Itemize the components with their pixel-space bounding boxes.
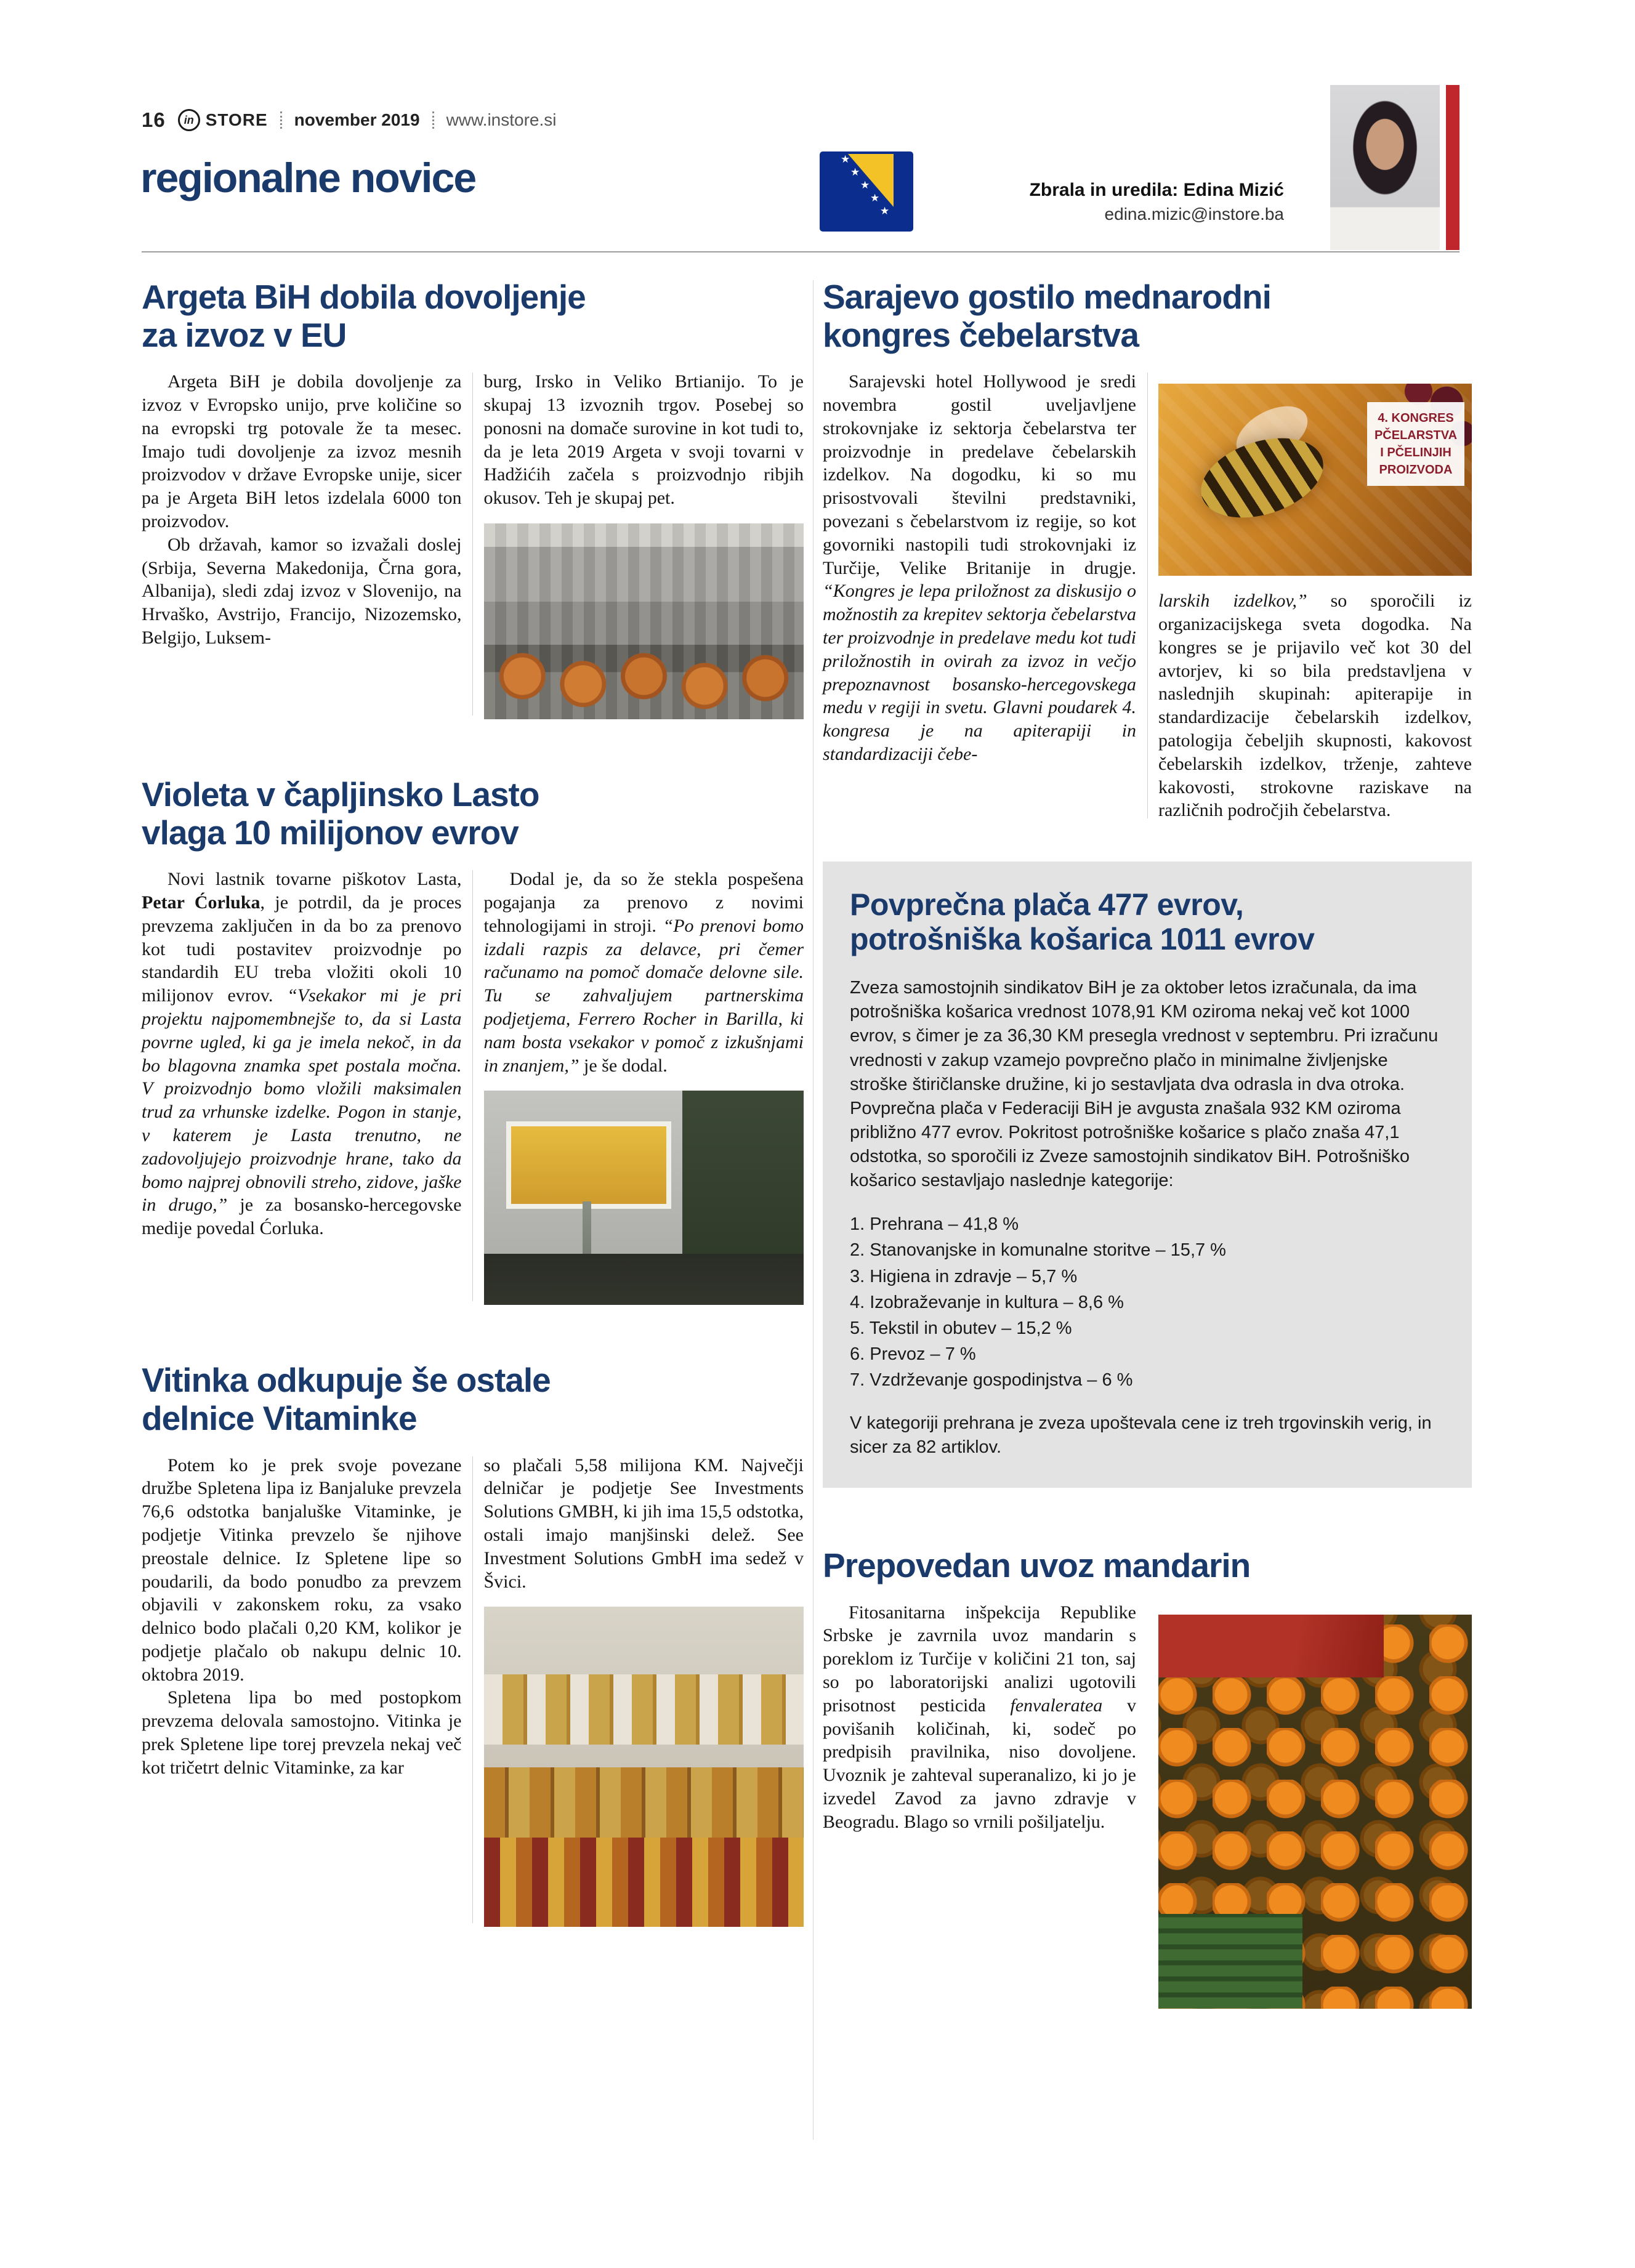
article-violeta-body [142, 868, 804, 1305]
list-item: 7. Vzdrževanje gospodinjstva – 6 % [850, 1370, 1133, 1390]
text-run: Sarajevski hotel Hollywood je sredi novembra gostil uveljavljene strokovnjake iz sektorja čebelarstva ter proizvodnje in predelave čebelarskih izdelkov. Na dogodku, ki so mu prisostvovali številni predstavniki, povezani s čebelarstvom iz regije, so kot govorniki nastopili tudi strokovnjaki iz Turčije, Velike Britanije in drugje. [823, 371, 1136, 578]
argeta-factory-photo [484, 523, 804, 719]
title-line: Argeta BiH dobila dovoljenje [142, 278, 586, 316]
title-line: vlaga 10 milijonov evrov [142, 813, 519, 852]
page-number: 16 [142, 108, 166, 131]
mandarins-photo [1158, 1615, 1472, 2009]
article-violeta [142, 776, 804, 1305]
editor-name: Zbrala in uredila: Edina Mizić [1029, 180, 1284, 200]
title-line: Sarajevo gostilo mednarodni [823, 278, 1271, 316]
list-item: 4. Izobraževanje in kultura – 8,6 % [850, 1292, 1124, 1312]
article-argeta-title [142, 278, 804, 354]
title-line: potrošniška košarica 1011 evrov [850, 922, 1315, 957]
paragraph [484, 868, 804, 1077]
article-violeta-title [142, 776, 804, 852]
caption-line: PČELARSTVA [1374, 429, 1458, 443]
list-item: 3. Higiena in zdravje – 5,7 % [850, 1266, 1078, 1286]
svg-text:★: ★ [850, 166, 860, 179]
paragraph: Potem ko je prek svoje povezane družbe Spletena lipa iz Banjaluke prevzela 76,6 odstotka banjaluške Vitaminke, je podjetje Vitinka prevzelo še njihove preostale delnice. Iz Spletene lipe so poudarili, da bodo ponudbo za prevzem objavili v zakonskem roku, za vsako delnico bodo plačali 0,20 KM, kolikor je podjetje plačalo ob nakupu delnic 10. oktobra 2019. [142, 1455, 462, 1685]
article-mandarin [823, 1547, 1472, 2009]
salary-panel-title [850, 887, 1445, 956]
left-column [142, 278, 804, 1983]
logo-word: STORE [205, 110, 268, 129]
text-run-bold: Petar Ćorluka [142, 892, 260, 913]
text-run: je za bosansko-hercegovske medije povedal Ćorluka. [142, 1195, 462, 1239]
text-column [142, 868, 462, 1305]
logo-prefix: in [184, 113, 194, 126]
separator [432, 111, 434, 129]
title-line: Povprečna plača 477 evrov, [850, 887, 1244, 922]
list-item: 5. Tekstil in obutev – 15,2 % [850, 1318, 1072, 1338]
title-line: kongres čebelarstva [823, 315, 1139, 354]
text-run: Novi lastnik tovarne piškotov Lasta, [168, 869, 462, 890]
text-column [823, 1601, 1136, 2009]
editor-photo [1330, 85, 1440, 250]
article-mandarin-body [823, 1601, 1472, 2009]
right-column [823, 278, 1472, 2009]
paragraph: Spletena lipa bo med postopkom prevzema delovala samostojno. Vitinka je prek Spletene lipe torej prevzela nekaj več kot tričetrt delnic Vitaminke, za kar [142, 1687, 462, 1778]
image-column [1158, 1601, 1472, 2009]
article-vitinka [142, 1362, 804, 1927]
paragraph [823, 1601, 1136, 1834]
title-line: delnice Vitaminke [142, 1398, 417, 1437]
bosnia-flag-svg [820, 147, 913, 236]
article-sarajevo [823, 278, 1472, 822]
text-column [484, 868, 804, 1305]
text-column [484, 370, 804, 719]
paragraph: so plačali 5,58 milijona KM. Največji delničar je podjetje See Investments Solutions GMBH, ki jih ima 15,5 odstotka, ostali imajo manjšinski delež. See Investment Solutions GmbH ima sedež v Švici. [483, 1455, 804, 1592]
text-run: , je potrdil, da je proces prevzema zaključen in da bo za prenovo kot tudi postavitev proizvodnje po standardih EU treba vložiti okoli 10 milijonov evrov. [142, 892, 462, 1006]
page-edge-accent [1446, 85, 1459, 250]
svg-text:★: ★ [880, 205, 890, 217]
article-mandarin-title [823, 1547, 1472, 1585]
separator [280, 111, 282, 129]
list-item: 6. Prevoz – 7 % [850, 1344, 976, 1364]
title-line: Violeta v čapljinsko Lasto [142, 775, 539, 813]
article-sarajevo-body [823, 370, 1472, 822]
text-column [142, 1454, 462, 1927]
svg-text:★: ★ [870, 192, 880, 204]
salary-panel-paragraph: Zveza samostojnih sindikatov BiH je za oktober letos izračunala, da ima potrošniška košarica vrednost 1078,91 KM oziroma nekaj več kot 1000 evrov, s čimer je za 36,30 KM presegla vrednost v septembru. Pri izračunu vrednosti v zakup vzamejo povprečno plačo in minimalne življenjske stroške štiričlanske družine, ki jo sestavljata dva odrasla in dva otroka. Povprečna plača v Federaciji BiH je avgusta znašala 932 KM oziroma približno 477 evrov. Pokritost potrošniške košarice s plačo znaša 47,1 odstotka, so sporočili iz Zveze samostojnih sindikatov BiH. Potrošniško košarico sestavljajo naslednje kategorije: [850, 978, 1439, 1191]
congress-photo-caption [1367, 402, 1464, 486]
text-column [142, 370, 462, 719]
text-column [823, 370, 1136, 822]
paragraph [142, 868, 462, 1240]
list-item: 2. Stanovanjske in komunalne storitve – 15,7 % [850, 1240, 1226, 1261]
header-rule [142, 251, 1459, 252]
bosnia-flag [820, 147, 913, 236]
article-argeta [142, 278, 804, 719]
folio-line [142, 108, 557, 132]
text-run-quote: “Kongres je lepa priložnost za diskusijo o možnostih za krepitev sektorja čebelarstva ter proizvodnje in predelave medu kot tudi priložnostih in ovirah za izvoz in večjo prepoznavnost bosansko-hercegovskega medu v regiji in svetu. Glavni poudarek 4. kongresa je na apiterapiji in standardizaciji čebe- [823, 581, 1136, 764]
website-link[interactable]: www.instore.si [446, 110, 557, 129]
lasta-billboard-photo [484, 1091, 804, 1305]
paragraph: Ob državah, kamor so izvažali doslej (Srbija, Severna Makedonija, Črna gora, Albanija), sledi zdaj izvoz v Slovenijo, na Hrvaško, Avstrijo, Francijo, Nizozemsko, Belgijo, Luksem- [142, 534, 462, 648]
editor-email[interactable]: edina.mizic@instore.ba [1104, 204, 1284, 224]
paragraph: burg, Irsko in Veliko Brtianijo. To je skupaj 13 izvoznih trgov. Posebej so ponosni na domače surovine in kot tudi to, da je leta 2019 Argeta v svoji tovarni v Hadžićih začela s proizvodnjo ribjih okusov. Teh je skupaj pet. [483, 371, 804, 509]
paragraph: Argeta BiH je dobila dovoljenje za izvoz v Evropsko unijo, prve količine so na evropski trg potovale že ta mesec. Imajo tudi dovoljenje za izvoz mesnih proizvodov v države Evropske unije, sicer pa je Argeta BiH letos izdelala 6000 ton proizvodov. [142, 371, 462, 531]
paragraph [1158, 589, 1472, 822]
section-title: regionalne novice [140, 155, 476, 201]
salary-basket-panel [823, 862, 1472, 1488]
vitaminka-jars-photo [484, 1607, 804, 1927]
salary-panel-footer: V kategoriji prehrana je zveza upoštevala cene iz treh trgovinskih verig, in sicer za 82 artiklov. [850, 1413, 1432, 1457]
bee-illustration [1191, 424, 1333, 532]
title-line: Vitinka odkupuje še ostale [142, 1361, 551, 1400]
article-vitinka-body [142, 1454, 804, 1927]
text-run: je še dodal. [579, 1055, 668, 1076]
title-line: Prepovedan uvoz mandarin [823, 1546, 1251, 1585]
caption-line: PROIZVODA [1379, 463, 1453, 477]
caption-line: 4. KONGRES [1378, 411, 1454, 426]
text-run-quote: “Po prenovi bomo izdali razpis za delavce, pri čemer računamo na pomoč domače delovne sile. Tu se zahvaljujem partnerskima podjetjema, Ferrero Rocher in Barilla, ki nam bosta vsekakor v pomoč z izkušnjami in znanjem,” [483, 915, 804, 1076]
article-sarajevo-title [823, 278, 1472, 354]
article-argeta-body [142, 370, 804, 719]
issue-date: november 2019 [294, 110, 420, 129]
title-line: za izvoz v EU [142, 315, 347, 354]
caption-line: I PČELINJIH [1380, 446, 1451, 460]
paragraph [823, 370, 1136, 766]
text-run-quote: larskih izdelkov,” [1158, 591, 1307, 611]
article-vitinka-title [142, 1362, 804, 1437]
text-run-quote: “Vsekakor mi je pri projektu najpomembnejše to, da si Lasta povrne ugled, ki ga je imela nekoč, in da bo blagovna znamka spet postala močna. V proizvodnjo bomo vložili maksimalen trud za vrhunske izdelke. Pogon in stanje, v katerem je Lasta trenutno, ne zadovoljujejo proizvodnje hrane, tako da bomo najprej obnovili streho, zidove, jaške in drugo,” [142, 985, 462, 1216]
text-run-italic: fenvaleratea [1010, 1695, 1103, 1716]
text-run: Fitosanitarna inšpekcija Republike Srbske je zavrnila uvoz mandarin s poreklom iz Turčije v količini 21 ton, saj so po laboratorijski analizi ugotovili prisotnost pesticida [823, 1602, 1136, 1716]
congress-bee-photo [1158, 384, 1472, 576]
list-item: 1. Prehrana – 41,8 % [850, 1214, 1019, 1235]
text-run: so sporočili iz organizacijskega sveta dogodka. Na kongres se je prijavilo več kot 30 del avtorjev, ki so bila predstavljena v naslednjih skupinah: apiterapije in standardizacije čebelarskih izdelkov, patologija čebeljih skupnosti, kakovost čebelarskih izdelkov, trženje, zahteve kakovosti, strokovne raziskave na različnih področjih čebelarstva. [1158, 591, 1472, 821]
text-run: Dodal je, da so že stekla pospešena pogajanja za prenovo z novimi tehnologijami in stroji. [483, 869, 804, 936]
text-run: v povišanih količinah, ki, sodeč po predpisih pravilnika, niso dovoljene. Uvoznik je zahteval superanalizo, ki jo je izvedel Zavod za javno zdravje v Beogradu. Blago so vrnili pošiljatelju. [823, 1695, 1136, 1832]
editor-credits [911, 180, 1284, 224]
instore-logo-icon [178, 109, 200, 131]
text-column [484, 1454, 804, 1927]
svg-text:★: ★ [860, 179, 870, 192]
basket-category-list [850, 1211, 1445, 1392]
text-column [1158, 370, 1472, 822]
instore-logo [178, 109, 268, 131]
svg-text:★: ★ [841, 153, 850, 166]
